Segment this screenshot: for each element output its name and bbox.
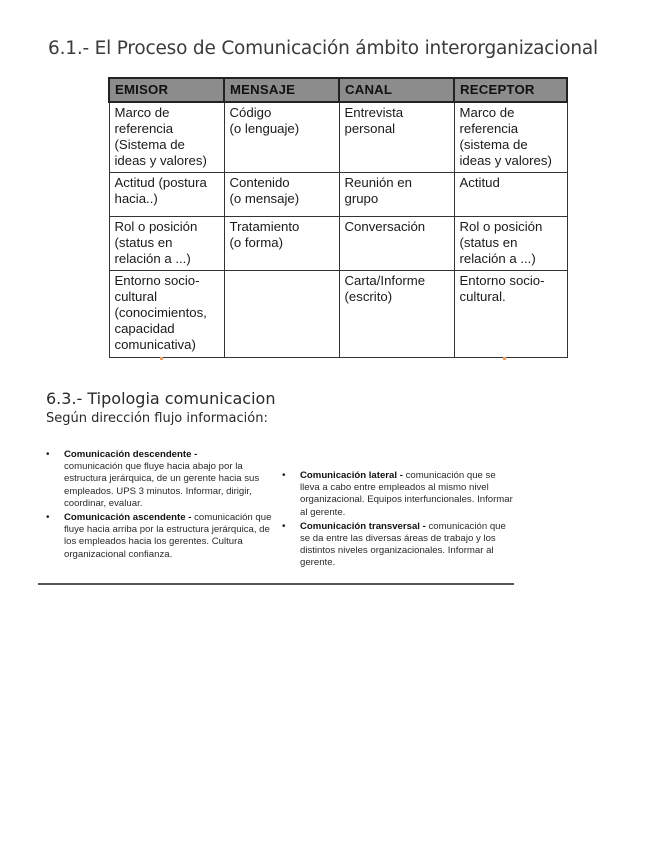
table-cell [224, 271, 339, 358]
bullet-icon: • [46, 512, 50, 524]
table-cell: Rol o posición (status en relación a ...) [454, 217, 567, 271]
table-cell: Tratamiento (o forma) [224, 217, 339, 271]
table-cell: Entrevista personal [339, 102, 454, 173]
table-cell: Contenido (o mensaje) [224, 173, 339, 217]
table-row [109, 271, 567, 358]
bullet-description: comunicación que fluye hacia arriba por la estructura jerárquica, de los empleados hacia los gerentes. Cultura organizacional confianza. [64, 512, 272, 560]
list-item [282, 521, 514, 570]
bullet-description: comunicación que se lleva a cabo entre empleados al mismo nivel organizacional. Equipos interfuncionales. Informar al gerente. [300, 470, 513, 518]
header-emisor: EMISOR [109, 78, 224, 102]
table-cell: Código (o lenguaje) [224, 102, 339, 173]
section-title-proceso: 6.1.- El Proceso de Comunicación ámbito interorganizacional [48, 38, 598, 59]
table-cell: Actitud [454, 173, 567, 217]
table-cell: Reunión en grupo [339, 173, 454, 217]
list-item [46, 512, 278, 561]
list-item [282, 470, 514, 519]
bullet-icon: • [282, 470, 286, 481]
bullet-description: comunicación que fluye hacia abajo por la estructura jerárquica, de un gerente hacia sus empleados. UPS 3 minutos. Informar, dirigir, coordinar, evaluar. [64, 461, 260, 509]
bullet-term: Comunicación ascendente - [64, 512, 192, 524]
bullet-term: Comunicación lateral - [300, 470, 403, 481]
section-title-tipologia: 6.3.- Tipologia comunicacion [46, 389, 276, 408]
list-item [46, 449, 278, 510]
table-cell: Carta/Informe (escrito) [339, 271, 454, 358]
bullet-column-right [282, 470, 514, 572]
bullet-term: Comunicación descendente - [64, 449, 198, 460]
communication-process-table [108, 77, 568, 358]
bullet-term: Comunicación transversal - [300, 520, 426, 532]
bullet-description: comunicación que se da entre las diversas áreas de trabajo y los distintos niveles organizacionales. Informar al gerente. [300, 520, 506, 569]
section-subtitle: Según dirección flujo información: [46, 411, 268, 426]
bullet-icon: • [282, 520, 286, 532]
header-canal: CANAL [339, 78, 454, 102]
table-row [109, 173, 567, 217]
table-cell: Entorno socio- cultural. [454, 271, 567, 358]
table-header-row [109, 78, 567, 102]
table-row [109, 217, 567, 271]
decorative-mark [160, 357, 163, 360]
table-row [109, 102, 567, 173]
bullet-column-left [46, 449, 278, 563]
bullet-icon: • [46, 449, 50, 460]
header-receptor: RECEPTOR [454, 78, 567, 102]
table-cell: Conversación [339, 217, 454, 271]
section-divider [38, 583, 514, 585]
table-cell: Entorno socio- cultural (conocimientos, capacidad comunicativa) [109, 271, 224, 358]
decorative-mark [503, 357, 506, 360]
header-mensaje: MENSAJE [224, 78, 339, 102]
table-cell: Marco de referencia (sistema de ideas y valores) [454, 102, 567, 173]
table-cell: Actitud (postura hacia..) [109, 173, 224, 217]
table-cell: Rol o posición (status en relación a ...) [109, 217, 224, 271]
table-cell: Marco de referencia (Sistema de ideas y valores) [109, 102, 224, 173]
